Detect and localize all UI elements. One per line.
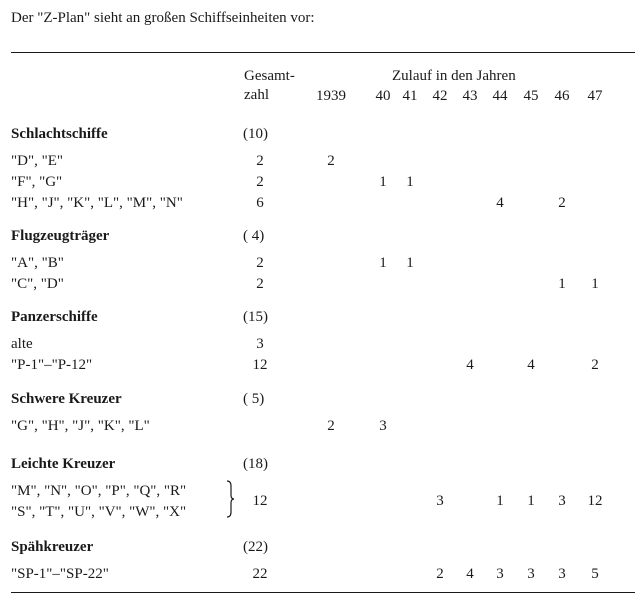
section-total: (15) [243,309,268,325]
section-total: (22) [243,539,268,555]
year-cell-45: 4 [527,357,535,373]
bottom-rule [11,592,635,593]
years-group-header: Zulauf in den Jahren [392,68,516,84]
section-total: (18) [243,456,268,472]
year-header-47: 47 [587,88,603,104]
row-label: "A", "B" [11,255,64,271]
row-total: 12 [252,493,268,509]
row-label: "F", "G" [11,174,63,190]
curly-brace-icon [226,480,234,518]
year-cell-42: 2 [436,566,444,582]
row-total: 2 [256,276,264,292]
year-cell-44: 4 [496,195,504,211]
section-title: Schwere Kreuzer [11,391,122,407]
total-header-line2: zahl [244,87,269,103]
year-cell-47: 12 [587,493,603,509]
year-cell-1939: 2 [327,153,335,169]
section-title: Leichte Kreuzer [11,456,116,472]
row-total: 2 [256,255,264,271]
row-total: 22 [252,566,268,582]
year-cell-1939: 2 [327,418,335,434]
row-label: "SP-1"–"SP-22" [11,566,109,582]
caption: Der "Z-Plan" sieht an großen Schiffseinheiten vor: [11,10,315,26]
row-label: "H", "J", "K", "L", "M", "N" [11,195,183,211]
row-total: 3 [256,336,264,352]
row-total: 12 [252,357,268,373]
section-title: Schlachtschiffe [11,126,108,142]
year-cell-46: 1 [558,276,566,292]
year-header-41: 41 [402,88,418,104]
year-cell-42: 3 [436,493,444,509]
year-cell-47: 1 [591,276,599,292]
year-header-42: 42 [432,88,448,104]
year-cell-43: 4 [466,566,474,582]
row-label: "G", "H", "J", "K", "L" [11,418,150,434]
section-total: (10) [243,126,268,142]
year-cell-41: 1 [406,174,414,190]
year-cell-40: 1 [379,255,387,271]
total-header-line1: Gesamt- [244,68,295,84]
year-header-40: 40 [375,88,391,104]
row-label: "P-1"–"P-12" [11,357,93,373]
row-total: 6 [256,195,264,211]
row-label: "M", "N", "O", "P", "Q", "R" [11,483,187,499]
section-title: Panzerschiffe [11,309,98,325]
year-header-43: 43 [462,88,478,104]
year-cell-41: 1 [406,255,414,271]
year-cell-47: 2 [591,357,599,373]
section-total: ( 5) [243,391,265,407]
section-title: Flugzeugträger [11,228,110,244]
row-total: 2 [256,153,264,169]
section-total: ( 4) [243,228,265,244]
year-cell-40: 3 [379,418,387,434]
year-cell-43: 4 [466,357,474,373]
year-cell-46: 3 [558,493,566,509]
year-cell-40: 1 [379,174,387,190]
year-cell-47: 5 [591,566,599,582]
year-header-44: 44 [492,88,508,104]
row-label: "S", "T", "U", "V", "W", "X" [11,504,187,520]
year-cell-44: 1 [496,493,504,509]
year-cell-45: 3 [527,566,535,582]
row-label: "D", "E" [11,153,63,169]
year-header-1939: 1939 [316,88,346,104]
row-label: alte [11,336,33,352]
year-cell-45: 1 [527,493,535,509]
year-header-46: 46 [554,88,570,104]
section-title: Spähkreuzer [11,539,94,555]
row-total: 2 [256,174,264,190]
year-cell-44: 3 [496,566,504,582]
year-header-45: 45 [523,88,539,104]
year-cell-46: 2 [558,195,566,211]
top-rule [11,52,635,53]
year-cell-46: 3 [558,566,566,582]
row-label: "C", "D" [11,276,64,292]
